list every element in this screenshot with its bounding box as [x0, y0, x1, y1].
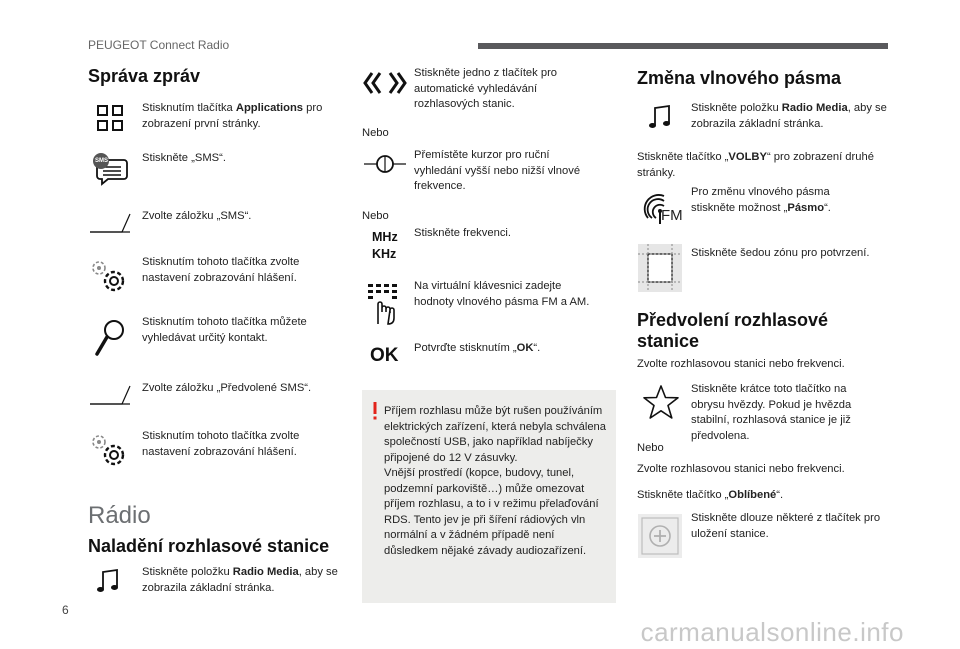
band-step-options: Stiskněte tlačítko „VOLBY“ pro zobrazení druhé stránky. [637, 151, 874, 179]
tuning-step-radio-media: Stiskněte položku Radio Media, aby se zobrazila základní stránka. [142, 566, 338, 594]
tuning-step-confirm: Potvrďte stisknutím „OK“. [414, 342, 541, 354]
preset-step-star: Stiskněte krátce toto tlačítko na obrysu hvězdy. Pokud je hvězda stabilní, rozhlasová stanice je již předvolena. [691, 383, 852, 442]
tuning-step-frequency: Stiskněte frekvenci. [414, 227, 512, 239]
search-icon [94, 318, 126, 358]
or-label: Nebo [362, 210, 389, 222]
footer-watermark: carmanualsonline.info [640, 617, 904, 647]
frequency-icon-khz: KHz [372, 247, 397, 261]
keypad-icon [366, 282, 402, 326]
preset-step-select: Zvolte rozhlasovou stanici nebo frekvenci. [637, 358, 845, 370]
section-title-band-change: Změna vlnového pásma [637, 68, 842, 88]
seek-arrows-icon [362, 70, 408, 96]
sms-badge-label: SMS [95, 158, 109, 164]
messages-step-preset-sms-tab: Zvolte záložku „Předvolené SMS“. [142, 382, 312, 394]
section-title-radio: Rádio [88, 502, 151, 529]
section-title-presets: Předvolení rozhlasové stanice [637, 310, 829, 351]
music-note-icon [648, 104, 672, 130]
settings-gears-icon [88, 258, 128, 294]
settings-gears-icon [88, 432, 128, 468]
messages-step-settings: Stisknutím tohoto tlačítka zvolte nastavení zobrazování hlášení. [142, 256, 300, 284]
preset-step-select-2: Zvolte rozhlasovou stanici nebo frekvenci. [637, 463, 845, 475]
messages-step-sms-tab: Zvolte záložku „SMS“. [142, 210, 252, 222]
band-step-radio-media: Stiskněte položku Radio Media, aby se zobrazila základní stránka. [691, 102, 887, 130]
section-title-tuning: Naladění rozhlasové stanice [88, 536, 330, 556]
warning-exclamation-icon [372, 402, 378, 420]
preset-step-long-press: Stiskněte dlouze některé z tlačítek pro uložení stanice. [691, 512, 881, 540]
ok-icon: OK [370, 345, 399, 366]
or-label: Nebo [362, 127, 389, 139]
band-step-band-option: Pro změnu vlnového pásma stiskněte možnost „Pásmo“. [691, 186, 831, 214]
messages-step-sms: Stiskněte „SMS“. [142, 152, 226, 164]
tab-icon [88, 384, 132, 406]
tuning-step-keypad: Na virtuální klávesnici zadejte hodnoty vlnového pásma FM a AM. [414, 280, 590, 308]
band-step-grey-zone: Stiskněte šedou zónu pro potvrzení. [691, 247, 870, 259]
star-icon [642, 384, 680, 420]
grey-zone-icon [638, 244, 682, 292]
tab-icon [88, 212, 132, 234]
add-preset-icon [638, 514, 682, 558]
reception-note: Příjem rozhlasu může být rušen používáním elektrických zařízení, která nebyla schválena společností USB, jako například nabíječky připojené do 12 V zásuvky. Vnější prostředí (kopce, budovy, tunel, podzemní parkoviště…) může omezovat příjem rozhlasu, a to i v režimu přelaďování RDS. Tento jev je při šíření rádiových vln normální a v žádném případě není důsledkem nějaké závady audiozařízení. [384, 405, 606, 557]
section-title-messages: Správa zpráv [88, 66, 201, 86]
frequency-icon-mhz: MHz [372, 230, 398, 244]
fm-band-label: FM [661, 207, 683, 224]
header-rule [478, 43, 888, 49]
messages-step-settings-2: Stisknutím tohoto tlačítka zvolte nastavení zobrazování hlášení. [142, 430, 300, 458]
applications-grid-icon [96, 104, 124, 132]
messages-step-applications: Stisknutím tlačítka Applications pro zobrazení první stránky. [142, 102, 323, 130]
page-number: 6 [62, 603, 69, 617]
messages-step-search: Stisknutím tohoto tlačítka můžete vyhledávat určitý kontakt. [142, 316, 307, 344]
tuning-step-manual: Přemístěte kurzor pro ruční vyhledání vyšší nebo nižší vlnové frekvence. [414, 149, 581, 192]
tuning-step-auto-seek: Stiskněte jedno z tlačítek pro automatické vyhledávání rozhlasových stanic. [414, 67, 558, 110]
tuning-slider-icon [362, 152, 408, 176]
or-label: Nebo [637, 442, 664, 454]
preset-step-favorites: Stiskněte tlačítko „Oblíbené“. [637, 489, 784, 501]
music-note-icon [96, 568, 120, 594]
header-title: PEUGEOT Connect Radio [88, 38, 230, 52]
